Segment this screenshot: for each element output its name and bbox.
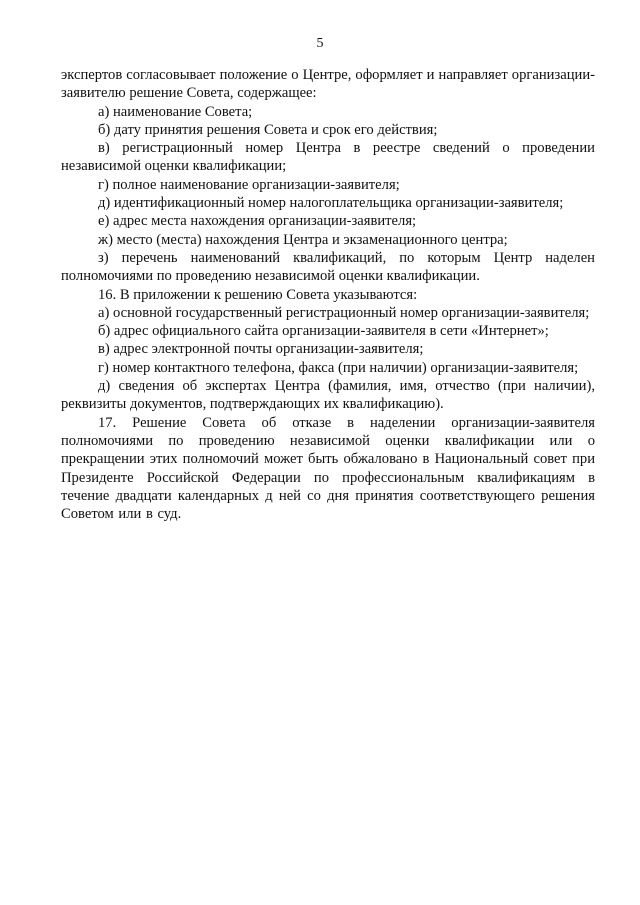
list-item-a-council-name: а) наименование Совета; <box>98 103 253 120</box>
list-item-g-full-name: г) полное наименование организации-заявителя; <box>98 176 400 193</box>
page-number: 5 <box>316 36 324 51</box>
list-item-z-qualifications: з) перечень наименований квалификаций, по которым Центр наделен полномочиями по проведению независимой оценки квалификации. <box>61 249 595 285</box>
list-item-d-taxpayer-number: д) идентификационный номер налогоплательщика организации-заявителя; <box>98 195 564 212</box>
document-body <box>61 66 595 523</box>
appendix-item-g-phone: г) номер контактного телефона, факса (при наличии) организации-заявителя; <box>98 359 579 376</box>
appendix-item-a-ogrn: а) основной государственный регистрационный номер организации-заявителя; <box>98 304 590 321</box>
paragraph-continuation: экспертов согласовывает положение о Центре, оформляет и направляет организации-заявителю решение Совета, содержащее: <box>61 67 595 102</box>
list-item-b-decision-date: б) дату принятия решения Совета и срок его действия; <box>98 121 438 138</box>
list-item-zh-location: ж) место (места) нахождения Центра и экзаменационного центра; <box>98 231 508 248</box>
appendix-item-b-website: б) адрес официального сайта организации-заявителя в сети «Интернет»; <box>98 323 549 340</box>
section-16-heading: 16. В приложении к решению Совета указываются: <box>98 286 418 303</box>
section-17-paragraph: 17. Решение Совета об отказе в наделении организации-заявителя полномочиями по проведению независимой оценки квалификации или о прекращении этих полномочий может быть обжаловано в Национальный совет при Президенте Российской Федерации по профессиональным квалификациям в течение двадцати календарных д ней со дня принятия соответствующего решения Советом или в суд. <box>61 414 595 523</box>
list-item-v-registration-number: в) регистрационный номер Центра в реестре сведений о проведении независимой оценки квалификации; <box>61 140 595 175</box>
list-item-e-address: е) адрес места нахождения организации-заявителя; <box>98 213 417 230</box>
appendix-item-d-experts: д) сведения об экспертах Центра (фамилия, имя, отчество (при наличии), реквизиты документов, подтверждающих их квалификацию). <box>61 378 595 413</box>
appendix-item-v-email: в) адрес электронной почты организации-заявителя; <box>98 341 424 358</box>
